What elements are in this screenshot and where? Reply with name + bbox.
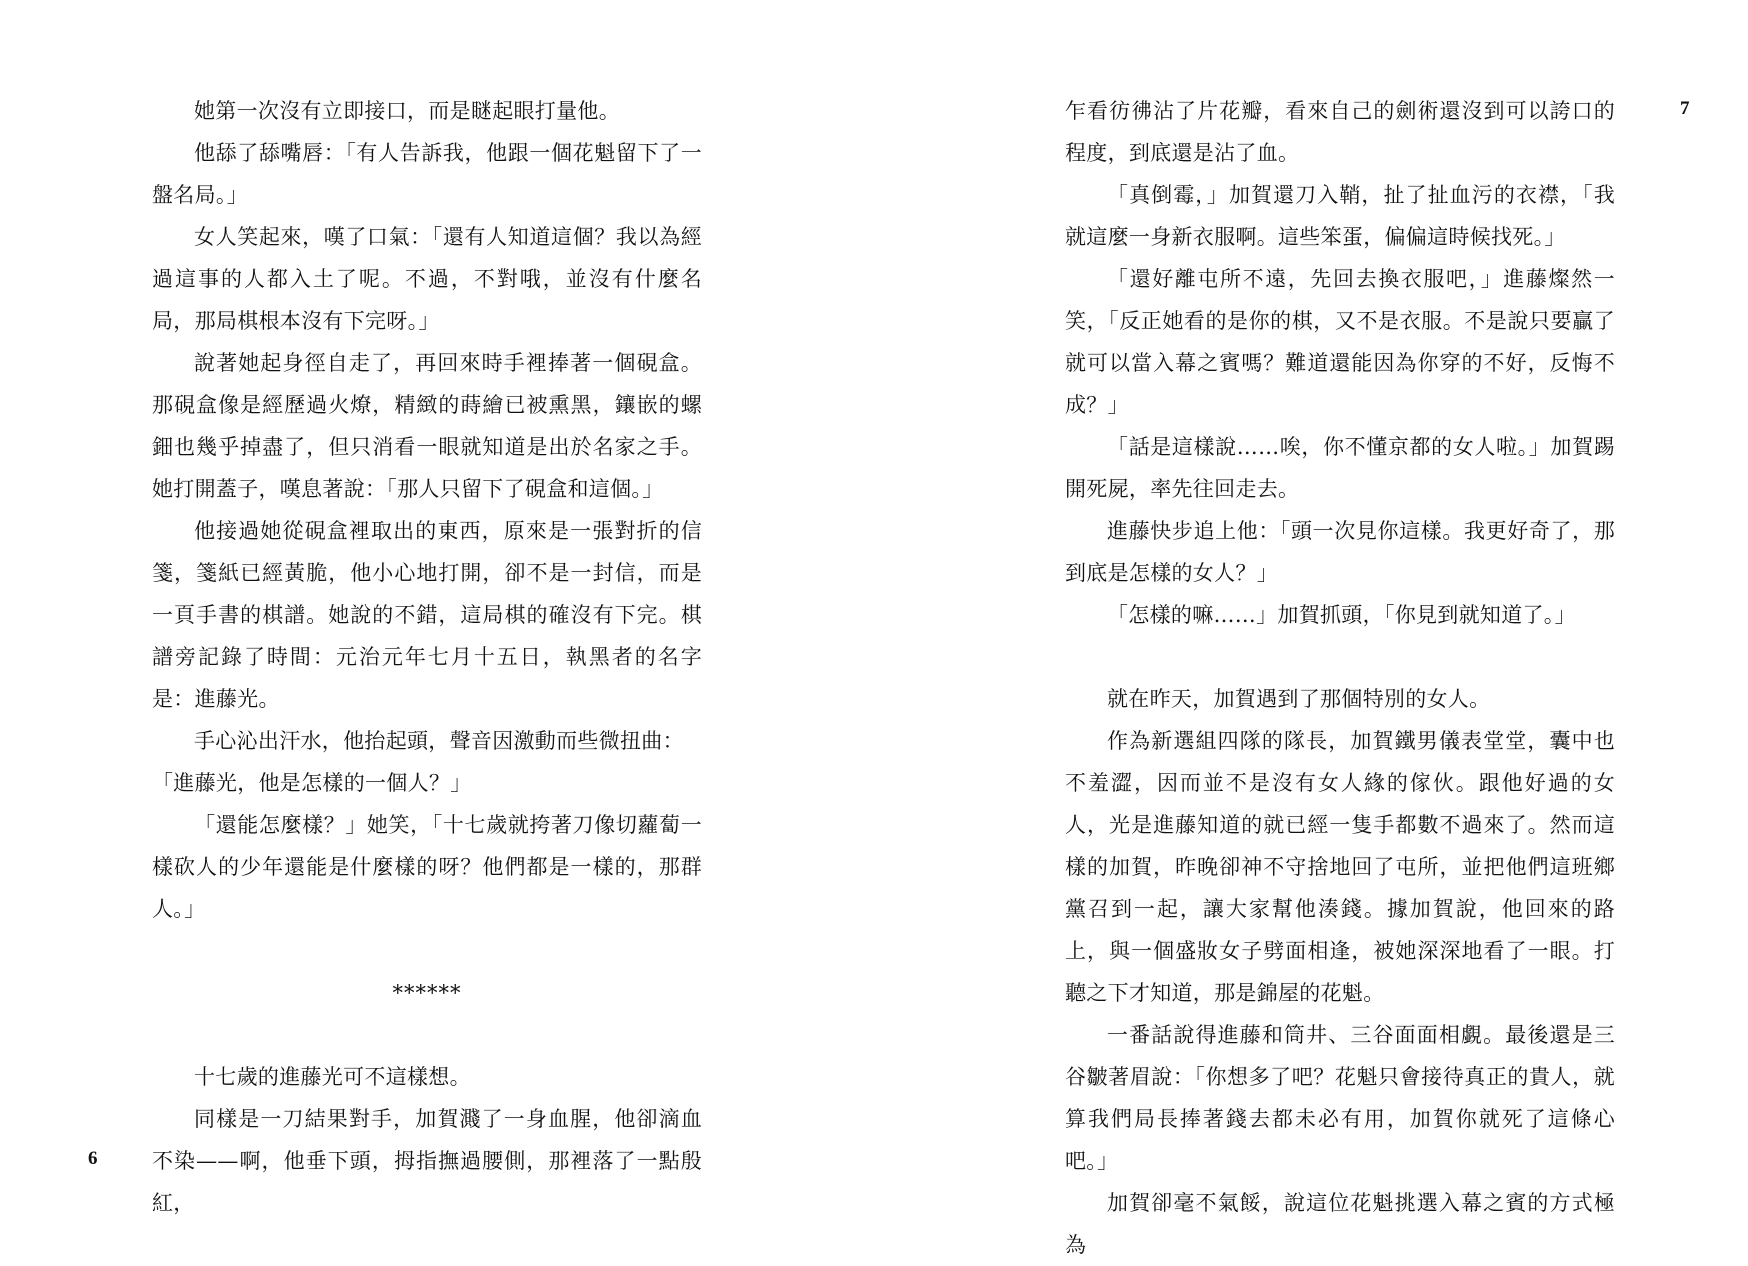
paragraph: 他舔了舔嘴唇：「有人告訴我，他跟一個花魁留下了一盤名局。」 <box>152 141 702 207</box>
left-page <box>0 0 874 1240</box>
paragraph: 「還能怎麼樣？」她笑，「十七歲就挎著刀像切蘿蔔一樣砍人的少年還能是什麼樣的呀？他們都是一樣的，那群人。」 <box>152 813 702 921</box>
right-page <box>874 0 1748 1257</box>
paragraph: 他接過她從硯盒裡取出的東西，原來是一張對折的信箋，箋紙已經黃脆，他小心地打開，卻不是一封信，而是一頁手書的棋譜。她說的不錯，這局棋的確沒有下完。棋譜旁記錄了時間：元治元年七月十五日，執黑者的名字是：進藤光。 <box>152 519 702 711</box>
paragraph: 「話是這樣說……唉，你不懂京都的女人啦。」加賀踢開死屍，率先往回走去。 <box>1065 435 1615 501</box>
right-page-text <box>1065 90 1615 1266</box>
paragraph: 進藤快步追上他：「頭一次見你這樣。我更好奇了，那到底是怎樣的女人？」 <box>1065 519 1615 585</box>
paragraph: 一番話說得進藤和筒井、三谷面面相覷。最後還是三谷皺著眉說：「你想多了吧？花魁只會接待真正的貴人，就算我們局長捧著錢去都未必有用，加賀你就死了這條心吧。」 <box>1065 1023 1615 1173</box>
paragraph: 十七歲的進藤光可不這樣想。 <box>194 1065 471 1089</box>
paragraph: 說著她起身徑自走了，再回來時手裡捧著一個硯盒。那硯盒像是經歷過火燎，精緻的蒔繪已被熏黑，鑲嵌的螺鈿也幾乎掉盡了，但只消看一眼就知道是出於名家之手。她打開蓋子，嘆息著說：「那人只留下了硯盒和這個。」 <box>152 351 702 501</box>
paragraph: 「怎樣的嘛……」加賀抓頭，「你見到就知道了。」 <box>1107 603 1576 627</box>
section-break <box>1065 636 1615 678</box>
paragraph: 加賀卻毫不氣餒，說這位花魁挑選入幕之賓的方式極為 <box>1065 1191 1615 1257</box>
section-separator: ****** <box>392 981 462 1005</box>
paragraph: 「真倒霉，」加賀還刀入鞘，扯了扯血污的衣襟，「我就這麼一身新衣服啊。這些笨蛋，偏偏這時候找死。」 <box>1065 183 1615 249</box>
paragraph: 「還好離屯所不遠，先回去換衣服吧，」進藤燦然一笑，「反正她看的是你的棋，又不是衣服。不是說只要贏了就可以當入幕之賓嗎？難道還能因為你穿的不好，反悔不成？」 <box>1065 267 1615 417</box>
paragraph: 作為新選組四隊的隊長，加賀鐵男儀表堂堂，囊中也不羞澀，因而並不是沒有女人緣的傢伙。跟他好過的女人，光是進藤知道的就已經一隻手都數不過來了。然而這樣的加賀，昨晚卻神不守捨地回了屯所，並把他們這班鄉黨召到一起，讓大家幫他湊錢。據加賀說，他回來的路上，與一個盛妝女子劈面相逢，被她深深地看了一眼。打聽之下才知道，那是錦屋的花魁。 <box>1065 729 1615 1005</box>
page-number: 6 <box>88 1148 98 1169</box>
page-number: 7 <box>1680 98 1690 119</box>
paragraph: 手心沁出汗水，他抬起頭，聲音因激動而些微扭曲： <box>194 729 684 753</box>
paragraph: 乍看彷彿沾了片花瓣，看來自己的劍術還沒到可以誇口的程度，到底還是沾了血。 <box>1065 99 1615 165</box>
paragraph: 「進藤光，他是怎樣的一個人？」 <box>152 771 472 795</box>
paragraph: 她第一次沒有立即接口，而是瞇起眼打量他。 <box>194 99 620 123</box>
left-page-text <box>152 90 702 1224</box>
paragraph: 女人笑起來，嘆了口氣：「還有人知道這個？我以為經過這事的人都入土了呢。不過，不對哦，並沒有什麼名局，那局棋根本沒有下完呀。」 <box>152 225 702 333</box>
paragraph: 同樣是一刀結果對手，加賀濺了一身血腥，他卻滴血不染——啊，他垂下頭，拇指撫過腰側，那裡落了一點殷紅， <box>152 1107 702 1215</box>
paragraph: 就在昨天，加賀遇到了那個特別的女人。 <box>1107 687 1491 711</box>
